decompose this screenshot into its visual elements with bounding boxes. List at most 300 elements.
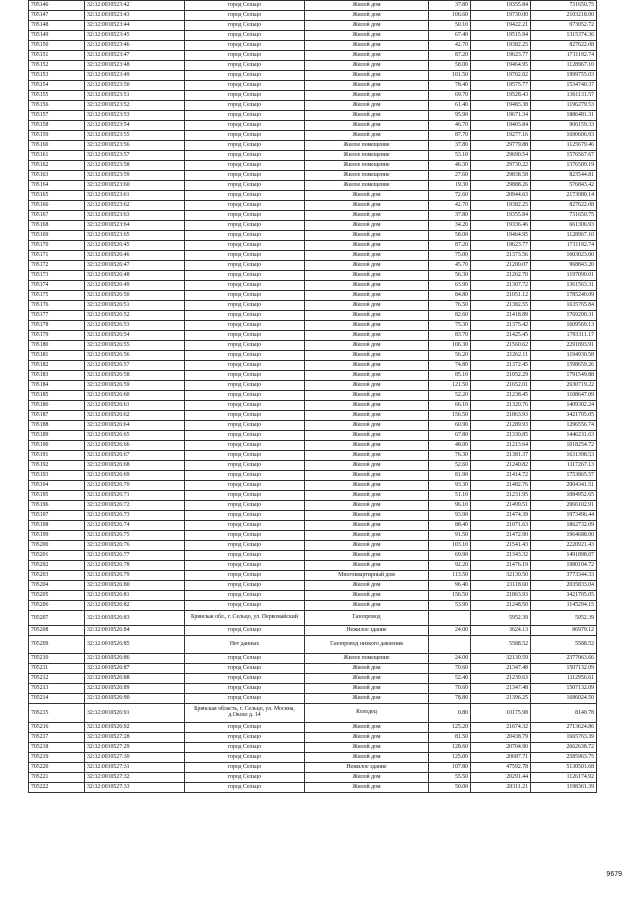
cadastral-number-cell: 32:32:0010526:48	[85, 271, 185, 281]
cadastral-value-cell: 1315374.36	[531, 31, 597, 41]
address-cell: город Сельцо	[185, 121, 305, 131]
unit-value-cell: 21347.48	[471, 684, 531, 694]
object-type-cell: Жилой дом	[305, 331, 429, 341]
cadastral-value-cell: 1126174.92	[531, 773, 597, 783]
object-type-cell: Жилой дом	[305, 1, 429, 11]
address-cell: город Сельцо	[185, 664, 305, 674]
table-row	[29, 611, 597, 626]
area-cell: 50.00	[429, 783, 471, 793]
cadastral-number-cell: 32:32:0010526:73	[85, 511, 185, 521]
unit-value-cell: 20687.71	[471, 753, 531, 763]
cadastral-value-cell: 827622.08	[531, 41, 597, 51]
row-number-cell: 705174	[29, 281, 85, 291]
table-row	[29, 211, 597, 221]
unit-value-cell: 21262.11	[471, 351, 531, 361]
object-type-cell: Жилой дом	[305, 733, 429, 743]
cadastral-value-cell: 1980104.72	[531, 561, 597, 571]
object-type-cell: Жилой дом	[305, 31, 429, 41]
table-row	[29, 451, 597, 461]
cadastral-value-cell: 823544.81	[531, 171, 597, 181]
address-cell: город Сельцо	[185, 31, 305, 41]
row-number-cell: 705165	[29, 191, 85, 201]
cadastral-number-cell: 32:32:0010523:44	[85, 21, 185, 31]
unit-value-cell: 21652.01	[471, 381, 531, 391]
area-cell: 96.10	[429, 501, 471, 511]
row-number-cell: 705204	[29, 581, 85, 591]
row-number-cell: 705186	[29, 401, 85, 411]
unit-value-cell: 29690.54	[471, 151, 531, 161]
unit-value-cell: 19382.25	[471, 41, 531, 51]
unit-value-cell: 21418.89	[471, 311, 531, 321]
address-cell: город Сельцо	[185, 361, 305, 371]
table-row	[29, 411, 597, 421]
cadastral-value-cell: 1446231.63	[531, 431, 597, 441]
cadastral-number-cell: 32:32:0010526:61	[85, 401, 185, 411]
cadastral-number-cell: 32:32:0010526:54	[85, 331, 185, 341]
address-cell: город Сельцо	[185, 763, 305, 773]
area-cell: 93.30	[429, 481, 471, 491]
address-cell: город Сельцо	[185, 571, 305, 581]
row-number-cell: 705147	[29, 11, 85, 21]
address-cell: город Сельцо	[185, 191, 305, 201]
address-cell: город Сельцо	[185, 551, 305, 561]
row-number-cell: 705161	[29, 151, 85, 161]
cadastral-value-cell: 731650.75	[531, 211, 597, 221]
area-cell: 48.00	[429, 441, 471, 451]
cadastral-value-cell: 2066102.91	[531, 501, 597, 511]
cadastral-value-cell: 1603023.00	[531, 251, 597, 261]
object-type-cell: Жилое помещение	[305, 161, 429, 171]
cadastral-number-cell: 32:32:0010526:52	[85, 311, 185, 321]
object-type-cell: Газопровод низкого давления	[305, 636, 429, 654]
unit-value-cell: 19515.94	[471, 31, 531, 41]
object-type-cell: Газопровод	[305, 611, 429, 626]
cadastral-number-cell: 32:32:0010526:81	[85, 591, 185, 601]
unit-value-cell: 10175.98	[471, 704, 531, 723]
cadastral-value-cell: 1769200.31	[531, 311, 597, 321]
unit-value-cell: 19528.43	[471, 91, 531, 101]
cadastral-value-cell: 1711192.74	[531, 51, 597, 61]
table-row	[29, 733, 597, 743]
cadastral-value-cell: 1635765.84	[531, 301, 597, 311]
unit-value-cell: 21396.25	[471, 694, 531, 704]
address-cell: город Сельцо	[185, 581, 305, 591]
cadastral-value-cell: 2713624.86	[531, 723, 597, 733]
unit-value-cell: 19623.77	[471, 51, 531, 61]
cadastral-number-cell: 32:32:0010526:55	[85, 341, 185, 351]
object-type-cell: Жилой дом	[305, 91, 429, 101]
area-cell: 63.90	[429, 281, 471, 291]
cadastral-value-cell: 1197090.01	[531, 271, 597, 281]
row-number-cell: 705199	[29, 531, 85, 541]
object-type-cell: Жилой дом	[305, 541, 429, 551]
area-cell: 82.60	[429, 311, 471, 321]
area-cell: 69.90	[429, 551, 471, 561]
area-cell: 46.30	[429, 161, 471, 171]
object-type-cell: Жилой дом	[305, 491, 429, 501]
address-cell: город Сельцо	[185, 91, 305, 101]
unit-value-cell: 21200.07	[471, 261, 531, 271]
table-row	[29, 151, 597, 161]
cadastral-number-cell: 32:32:0010526:57	[85, 361, 185, 371]
cadastral-number-cell: 32:32:0010523:65	[85, 231, 185, 241]
area-cell: 156.50	[429, 591, 471, 601]
row-number-cell: 705221	[29, 773, 85, 783]
table-row	[29, 591, 597, 601]
area-cell: 101.50	[429, 71, 471, 81]
cadastral-number-cell: 32:32:0010526:80	[85, 581, 185, 591]
unit-value-cell: 21330.85	[471, 431, 531, 441]
object-type-cell: Жилой дом	[305, 783, 429, 793]
unit-value-cell: 21425.45	[471, 331, 531, 341]
table-row	[29, 301, 597, 311]
unit-value-cell: 21307.72	[471, 281, 531, 291]
object-type-cell: Жилой дом	[305, 773, 429, 783]
address-cell: город Сельцо	[185, 441, 305, 451]
cadastral-number-cell: 32:32:0010526:71	[85, 491, 185, 501]
table-row	[29, 41, 597, 51]
unit-value-cell: 19382.25	[471, 201, 531, 211]
cadastral-value-cell: 1793311.17	[531, 331, 597, 341]
cadastral-value-cell: 3421705.05	[531, 591, 597, 601]
unit-value-cell: 19671.34	[471, 111, 531, 121]
unit-value-cell: 3624.13	[471, 626, 531, 636]
area-cell: 96.40	[429, 581, 471, 591]
unit-value-cell: 21382.55	[471, 301, 531, 311]
cadastral-value-cell: 1128967.10	[531, 61, 597, 71]
cadastral-value-cell: 576843.42	[531, 181, 597, 191]
address-cell: город Сельцо	[185, 451, 305, 461]
unit-value-cell: 47592.78	[471, 763, 531, 773]
unit-value-cell: 19464.95	[471, 231, 531, 241]
cadastral-value-cell: 2035833.04	[531, 581, 597, 591]
object-type-cell: Жилой дом	[305, 281, 429, 291]
table-row	[29, 101, 597, 111]
unit-value-cell: 19483.38	[471, 101, 531, 111]
object-type-cell: Жилой дом	[305, 581, 429, 591]
object-type-cell: Многоквартирный дом	[305, 571, 429, 581]
object-type-cell: Жилой дом	[305, 61, 429, 71]
table-row	[29, 694, 597, 704]
address-cell: город Сельцо	[185, 743, 305, 753]
object-type-cell: Жилой дом	[305, 101, 429, 111]
area-cell: 24.00	[429, 654, 471, 664]
row-number-cell: 705157	[29, 111, 85, 121]
row-number-cell: 705164	[29, 181, 85, 191]
unit-value-cell: 21560.62	[471, 341, 531, 351]
area-cell: 93.90	[429, 511, 471, 521]
cadastral-value-cell: 731650.75	[531, 1, 597, 11]
area-cell: 87.20	[429, 241, 471, 251]
table-row	[29, 763, 597, 773]
area-cell: 56.20	[429, 351, 471, 361]
unit-value-cell: 21499.51	[471, 501, 531, 511]
address-cell: город Сельцо	[185, 511, 305, 521]
row-number-cell: 705153	[29, 71, 85, 81]
address-cell: город Сельцо	[185, 654, 305, 664]
table-row	[29, 241, 597, 251]
unit-value-cell: 21476.19	[471, 561, 531, 571]
cadastral-number-cell: 32:32:0010526:75	[85, 531, 185, 541]
table-row	[29, 281, 597, 291]
area-cell: 66.10	[429, 401, 471, 411]
address-cell: город Сельцо	[185, 151, 305, 161]
area-cell: 85.10	[429, 371, 471, 381]
object-type-cell: Жилой дом	[305, 261, 429, 271]
row-number-cell: 705201	[29, 551, 85, 561]
address-cell: город Сельцо	[185, 321, 305, 331]
cadastral-number-cell: 32:32:0010523:60	[85, 181, 185, 191]
row-number-cell: 705196	[29, 501, 85, 511]
address-cell: город Сельцо	[185, 461, 305, 471]
cadastral-value-cell: 1534740.37	[531, 81, 597, 91]
row-number-cell: 705178	[29, 321, 85, 331]
cadastral-value-cell: 2630719.22	[531, 381, 597, 391]
address-cell: город Сельцо	[185, 61, 305, 71]
table-row	[29, 571, 597, 581]
object-type-cell: Жилой дом	[305, 121, 429, 131]
table-row	[29, 401, 597, 411]
address-cell: город Сельцо	[185, 21, 305, 31]
unit-value-cell: 21071.63	[471, 521, 531, 531]
table-row	[29, 551, 597, 561]
table-row	[29, 511, 597, 521]
row-number-cell: 705170	[29, 241, 85, 251]
cadastral-number-cell: 32:32:0010523:47	[85, 51, 185, 61]
table-row	[29, 311, 597, 321]
cadastral-number-cell: 32:32:0010526:85	[85, 636, 185, 654]
address-cell: город Сельцо	[185, 101, 305, 111]
row-number-cell: 705214	[29, 694, 85, 704]
object-type-cell: Жилой дом	[305, 81, 429, 91]
area-cell: 74.80	[429, 361, 471, 371]
area-cell: 81.50	[429, 733, 471, 743]
unit-value-cell: 19623.77	[471, 241, 531, 251]
cadastral-number-cell: 32:32:0010527:29	[85, 743, 185, 753]
object-type-cell: Нежилое здание	[305, 626, 429, 636]
object-type-cell: Жилой дом	[305, 471, 429, 481]
area-cell: 67.80	[429, 431, 471, 441]
object-type-cell: Жилой дом	[305, 743, 429, 753]
address-cell: город Сельцо	[185, 501, 305, 511]
object-type-cell: Жилой дом	[305, 191, 429, 201]
cadastral-number-cell: 32:32:0010523:64	[85, 221, 185, 231]
cadastral-value-cell: 1491898.07	[531, 551, 597, 561]
object-type-cell: Жилой дом	[305, 381, 429, 391]
address-cell: город Сельцо	[185, 41, 305, 51]
object-type-cell: Жилой дом	[305, 461, 429, 471]
cadastral-number-cell: 32:32:0010523:57	[85, 151, 185, 161]
table-row	[29, 201, 597, 211]
object-type-cell: Жилой дом	[305, 521, 429, 531]
object-type-cell: Жилой дом	[305, 251, 429, 261]
row-number-cell: 705183	[29, 371, 85, 381]
cadastral-value-cell: 2291893.91	[531, 341, 597, 351]
cadastral-value-cell: 1507132.09	[531, 684, 597, 694]
cadastral-number-cell: 32:32:0010526:79	[85, 571, 185, 581]
cadastral-value-cell: 2220921.43	[531, 541, 597, 551]
cadastral-number-cell: 32:32:0010526:78	[85, 561, 185, 571]
row-number-cell: 705185	[29, 391, 85, 401]
unit-value-cell: 29888.26	[471, 181, 531, 191]
row-number-cell: 705158	[29, 121, 85, 131]
object-type-cell: Жилой дом	[305, 694, 429, 704]
cadastral-value-cell: 1361563.31	[531, 281, 597, 291]
cadastral-value-cell: 1690606.93	[531, 131, 597, 141]
table-row	[29, 581, 597, 591]
unit-value-cell: 29779.88	[471, 141, 531, 151]
table-row	[29, 481, 597, 491]
table-row	[29, 431, 597, 441]
area-cell: 83.70	[429, 331, 471, 341]
unit-value-cell: 20438.79	[471, 733, 531, 743]
object-type-cell: Жилой дом	[305, 601, 429, 611]
object-type-cell: Нежилое здание	[305, 763, 429, 773]
object-type-cell: Жилой дом	[305, 131, 429, 141]
address-cell: город Сельцо	[185, 331, 305, 341]
object-type-cell: Жилое помещение	[305, 654, 429, 664]
table-row	[29, 61, 597, 71]
cadastral-number-cell: 32:32:0010527:31	[85, 763, 185, 773]
cadastral-number-cell: 32:32:0010526:46	[85, 251, 185, 261]
area-cell: 81.90	[429, 471, 471, 481]
cadastral-value-cell: 1507132.09	[531, 664, 597, 674]
cadastral-value-cell: 86979.12	[531, 626, 597, 636]
row-number-cell: 705190	[29, 441, 85, 451]
area-cell: 70.60	[429, 664, 471, 674]
cadastral-number-cell: 32:32:0010526:82	[85, 601, 185, 611]
area-cell	[429, 611, 471, 626]
cadastral-value-cell: 1296556.74	[531, 421, 597, 431]
address-cell: город Сельцо	[185, 71, 305, 81]
table-row	[29, 331, 597, 341]
area-cell: 60.90	[429, 421, 471, 431]
table-row	[29, 626, 597, 636]
cadastral-number-cell: 32:32:0010526:45	[85, 241, 185, 251]
object-type-cell: Жилой дом	[305, 561, 429, 571]
unit-value-cell: 29838.58	[471, 171, 531, 181]
cadastral-value-cell: 1711192.74	[531, 241, 597, 251]
unit-value-cell: 21051.12	[471, 291, 531, 301]
unit-value-cell: 21541.43	[471, 541, 531, 551]
cadastral-value-cell: 1361131.57	[531, 91, 597, 101]
row-number-cell: 705200	[29, 541, 85, 551]
object-type-cell: Жилой дом	[305, 481, 429, 491]
unit-value-cell: 21347.48	[471, 664, 531, 674]
row-number-cell: 705168	[29, 221, 85, 231]
cadastral-number-cell: 32:32:0010526:88	[85, 674, 185, 684]
row-number-cell: 705146	[29, 1, 85, 11]
address-cell: Брянская обл., г. Сельцо, ул. Первомайский	[185, 611, 305, 626]
cadastral-value-cell: 1631398.53	[531, 451, 597, 461]
area-cell: 24.00	[429, 626, 471, 636]
row-number-cell: 705194	[29, 481, 85, 491]
table-row	[29, 341, 597, 351]
cadastral-number-cell: 32:32:0010526:76	[85, 541, 185, 551]
unit-value-cell: 21238.45	[471, 391, 531, 401]
cadastral-number-cell: 32:32:0010526:72	[85, 501, 185, 511]
row-number-cell: 705160	[29, 141, 85, 151]
address-cell: город Сельцо	[185, 591, 305, 601]
object-type-cell: Жилой дом	[305, 351, 429, 361]
cadastral-number-cell: 32:32:0010523:55	[85, 131, 185, 141]
unit-value-cell: 21262.70	[471, 271, 531, 281]
cadastral-value-cell: 1108647.09	[531, 391, 597, 401]
cadastral-value-cell: 1145294.15	[531, 601, 597, 611]
cadastral-number-cell: 32:32:0010526:56	[85, 351, 185, 361]
address-cell: город Сельцо	[185, 311, 305, 321]
row-number-cell: 705154	[29, 81, 85, 91]
object-type-cell: Жилой дом	[305, 321, 429, 331]
table-row	[29, 773, 597, 783]
area-cell: 19.30	[429, 181, 471, 191]
unit-value-cell: 21231.95	[471, 491, 531, 501]
cadastral-value-cell: 5130501.68	[531, 763, 597, 773]
unit-value-cell: 21213.64	[471, 441, 531, 451]
area-cell: 58.00	[429, 231, 471, 241]
unit-value-cell: 32130.59	[471, 654, 531, 664]
area-cell: 125.20	[429, 723, 471, 733]
cadastral-value-cell: 1886481.31	[531, 111, 597, 121]
address-cell: город Сельцо	[185, 271, 305, 281]
area-cell: 37.80	[429, 141, 471, 151]
table-row	[29, 191, 597, 201]
address-cell: город Сельцо	[185, 491, 305, 501]
row-number-cell: 705222	[29, 783, 85, 793]
cadastral-number-cell: 32:32:0010527:33	[85, 783, 185, 793]
cadastral-number-cell: 32:32:0010526:62	[85, 411, 185, 421]
row-number-cell: 705193	[29, 471, 85, 481]
cadastral-number-cell: 32:32:0010526:92	[85, 723, 185, 733]
cadastral-value-cell: 1376509.19	[531, 161, 597, 171]
cadastral-number-cell: 32:32:0010526:69	[85, 471, 185, 481]
cadastral-value-cell: 5588.52	[531, 636, 597, 654]
row-number-cell: 705187	[29, 411, 85, 421]
address-cell: город Сельцо	[185, 561, 305, 571]
row-number-cell: 705171	[29, 251, 85, 261]
area-cell: 121.50	[429, 381, 471, 391]
table-row	[29, 261, 597, 271]
table-row	[29, 654, 597, 664]
row-number-cell: 705219	[29, 753, 85, 763]
cadastral-value-cell: 1198361.39	[531, 783, 597, 793]
object-type-cell: Жилой дом	[305, 421, 429, 431]
table-row	[29, 601, 597, 611]
cadastral-value-cell: 1194930.58	[531, 351, 597, 361]
row-number-cell: 705207	[29, 611, 85, 626]
cadastral-number-cell: 32:32:0010523:48	[85, 61, 185, 71]
cadastral-number-cell: 32:32:0010523:52	[85, 101, 185, 111]
cadastral-value-cell: 3421705.05	[531, 411, 597, 421]
object-type-cell: Жилой дом	[305, 361, 429, 371]
object-type-cell: Жилой дом	[305, 684, 429, 694]
area-cell: 76.50	[429, 301, 471, 311]
area-cell: 92.20	[429, 561, 471, 571]
row-number-cell: 705216	[29, 723, 85, 733]
cadastral-number-cell: 32:32:0010523:49	[85, 71, 185, 81]
cadastral-value-cell: 8140.78	[531, 704, 597, 723]
table-row	[29, 1, 597, 11]
table-row	[29, 684, 597, 694]
cadastral-value-cell: 1112956.61	[531, 674, 597, 684]
unit-value-cell: 5588.52	[471, 636, 531, 654]
area-cell: 50.10	[429, 21, 471, 31]
cadastral-number-cell: 32:32:0010523:63	[85, 211, 185, 221]
address-cell: город Сельцо	[185, 723, 305, 733]
row-number-cell: 705192	[29, 461, 85, 471]
cadastral-number-cell: 32:32:0010526:74	[85, 521, 185, 531]
cadastral-number-cell: 32:32:0010526:65	[85, 431, 185, 441]
